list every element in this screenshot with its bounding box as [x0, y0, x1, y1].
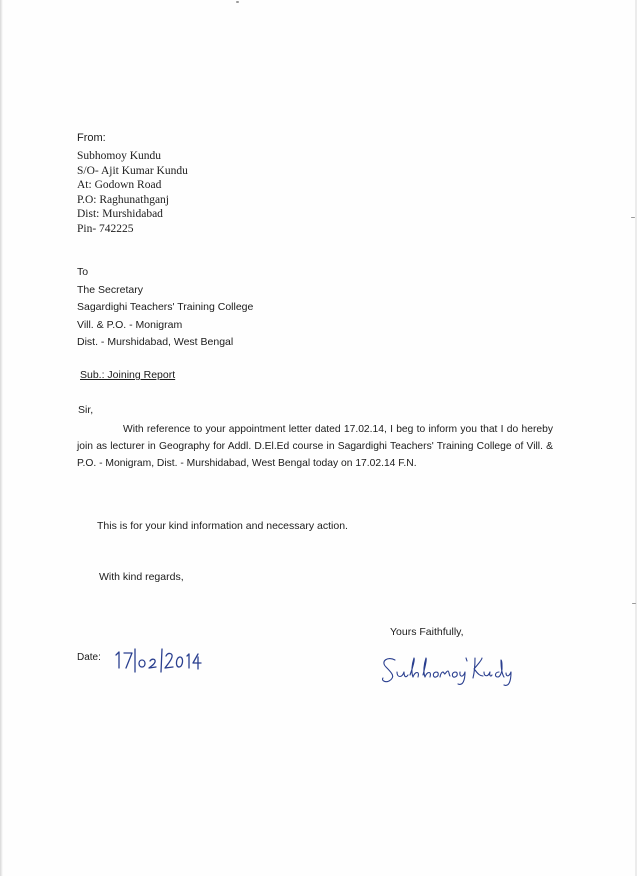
- subject-line: Sub.: Joining Report: [80, 369, 176, 381]
- date-label: Date:: [77, 652, 101, 663]
- sender-address-block: [77, 131, 337, 237]
- sender-name: Subhomoy Kundu: [77, 150, 162, 162]
- recipient-institution: Sagardighi Teachers' Training College: [77, 301, 254, 313]
- from-label: From:: [77, 132, 106, 144]
- sender-post-office: P.O: Raghunathganj: [77, 193, 169, 206]
- sender-pin: Pin- 742225: [77, 222, 134, 235]
- recipient-district: Dist. - Murshidabad, West Bengal: [77, 336, 234, 348]
- sender-district: Dist: Murshidabad: [77, 208, 163, 221]
- information-line: This is for your kind information and necessary action.: [97, 520, 348, 532]
- scan-speck: [632, 603, 636, 604]
- recipient-address-block: [77, 264, 377, 352]
- scan-speck: [236, 1, 239, 3]
- recipient-village: Vill. & P.O. - Monigram: [77, 318, 183, 331]
- scan-speck: [631, 217, 635, 218]
- scan-edge-left: [0, 0, 3, 876]
- to-label: To: [77, 266, 89, 278]
- body-paragraph: With reference to your appointment letter dated 17.02.14, I beg to inform you that I do hereby join as lecturer in Geography for Addl. D.El.Ed course in Sagardighi Teachers' Training College of Vill. & P.O. - Monigram, Dist. - Murshidabad, West Bengal today on 17.02.14 F.N.: [77, 424, 553, 469]
- sender-parent: S/O- Ajit Kumar Kundu: [77, 164, 188, 177]
- signature: [378, 652, 528, 692]
- regards-line: With kind regards,: [99, 571, 184, 583]
- sender-street: At: Godown Road: [77, 179, 162, 192]
- recipient-title: The Secretary: [77, 283, 143, 296]
- closing-line: Yours Faithfully,: [390, 626, 464, 638]
- salutation: Sir,: [78, 404, 94, 416]
- handwritten-date: [112, 644, 202, 674]
